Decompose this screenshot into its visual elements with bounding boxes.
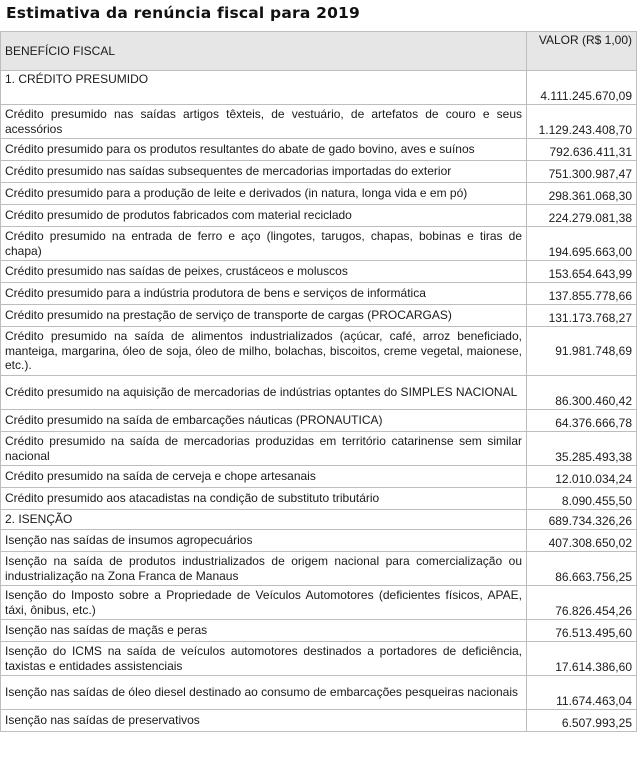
- category-row: [1, 71, 637, 105]
- row-description: Crédito presumido na saída de embarcações náuticas (PRONAUTICA): [1, 410, 527, 432]
- page-title: Estimativa da renúncia fiscal para 2019: [6, 4, 361, 22]
- row-description: Isenção nas saídas de maçãs e peras: [1, 620, 527, 642]
- row-description: Isenção do ICMS na saída de veículos automotores destinados a portadores de deficiência, taxistas e entidades assistenciais: [1, 642, 527, 676]
- row-description: Crédito presumido para a indústria produtora de bens e serviços de informática: [1, 283, 527, 305]
- table-row: [1, 466, 637, 488]
- row-value: 131.173.768,27: [527, 305, 637, 327]
- table-row: [1, 488, 637, 510]
- row-description: 1. CRÉDITO PRESUMIDO: [1, 71, 527, 105]
- row-description: Crédito presumido na aquisição de mercadorias de indústrias optantes do SIMPLES NACIONAL: [1, 376, 527, 410]
- row-description: Crédito presumido na prestação de serviço de transporte de cargas (PROCARGAS): [1, 305, 527, 327]
- row-description: Isenção na saída de produtos industrializados de origem nacional para comercialização ou industrialização na Zona Franca de Manaus: [1, 552, 527, 586]
- table-row: [1, 676, 637, 710]
- table-row: [1, 205, 637, 227]
- row-description: Isenção do Imposto sobre a Propriedade de Veículos Automotores (deficientes físicos, APAE, táxi, ônibus, etc.): [1, 586, 527, 620]
- table-row: [1, 376, 637, 410]
- row-description: Crédito presumido para a produção de leite e derivados (in natura, longa vida e em pó): [1, 183, 527, 205]
- row-value: 298.361.068,30: [527, 183, 637, 205]
- row-value: 8.090.455,50: [527, 488, 637, 510]
- row-value: 86.300.460,42: [527, 376, 637, 410]
- table-row: [1, 586, 637, 620]
- row-value: 86.663.756,25: [527, 552, 637, 586]
- column-header-benefit: BENEFÍCIO FISCAL: [1, 32, 527, 71]
- row-value: 64.376.666,78: [527, 410, 637, 432]
- table-row: [1, 710, 637, 732]
- row-description: Isenção nas saídas de insumos agropecuários: [1, 530, 527, 552]
- row-description: 2. ISENÇÃO: [1, 510, 527, 530]
- row-description: Crédito presumido na saída de cerveja e chope artesanais: [1, 466, 527, 488]
- table-row: [1, 432, 637, 466]
- row-description: Crédito presumido aos atacadistas na condição de substituto tributário: [1, 488, 527, 510]
- row-value: 689.734.326,26: [527, 510, 637, 530]
- table-row: [1, 161, 637, 183]
- row-description: Crédito presumido na entrada de ferro e aço (lingotes, tarugos, chapas, bobinas e tiras de chapa): [1, 227, 527, 261]
- row-description: Isenção nas saídas de óleo diesel destinado ao consumo de embarcações pesqueiras nacionais: [1, 676, 527, 710]
- row-value: 194.695.663,00: [527, 227, 637, 261]
- table-row: [1, 227, 637, 261]
- table-row: [1, 620, 637, 642]
- row-value: 76.513.495,60: [527, 620, 637, 642]
- table-row: [1, 261, 637, 283]
- column-header-value: VALOR (R$ 1,00): [527, 32, 637, 71]
- row-value: 6.507.993,25: [527, 710, 637, 732]
- table-row: [1, 552, 637, 586]
- table-row: [1, 530, 637, 552]
- table-row: [1, 642, 637, 676]
- tax-benefit-table: [0, 31, 637, 732]
- row-value: 4.111.245.670,09: [527, 71, 637, 105]
- table-header-row: [1, 32, 637, 71]
- row-description: Isenção nas saídas de preservativos: [1, 710, 527, 732]
- row-value: 153.654.643,99: [527, 261, 637, 283]
- row-value: 91.981.748,69: [527, 327, 637, 376]
- table-row: [1, 183, 637, 205]
- row-description: Crédito presumido para os produtos resultantes do abate de gado bovino, aves e suínos: [1, 139, 527, 161]
- row-description: Crédito presumido nas saídas de peixes, crustáceos e moluscos: [1, 261, 527, 283]
- row-description: Crédito presumido na saída de mercadorias produzidas em território catarinense sem similar nacional: [1, 432, 527, 466]
- table-row: [1, 410, 637, 432]
- row-value: 35.285.493,38: [527, 432, 637, 466]
- table-row: [1, 283, 637, 305]
- row-value: 11.674.463,04: [527, 676, 637, 710]
- table-row: [1, 327, 637, 376]
- table-row: [1, 139, 637, 161]
- row-value: 224.279.081,38: [527, 205, 637, 227]
- row-value: 1.129.243.408,70: [527, 105, 637, 139]
- row-value: 792.636.411,31: [527, 139, 637, 161]
- row-value: 76.826.454,26: [527, 586, 637, 620]
- row-value: 12.010.034,24: [527, 466, 637, 488]
- row-value: 137.855.778,66: [527, 283, 637, 305]
- row-description: Crédito presumido na saída de alimentos industrializados (açúcar, café, arroz beneficiado, manteiga, margarina, óleo de soja, óleo de milho, bolachas, biscoitos, creme vegetal, maionese, etc.).: [1, 327, 527, 376]
- category-row: [1, 510, 637, 530]
- table-row: [1, 305, 637, 327]
- row-description: Crédito presumido nas saídas artigos têxteis, de vestuário, de artefatos de couro e seus acessórios: [1, 105, 527, 139]
- row-value: 17.614.386,60: [527, 642, 637, 676]
- row-description: Crédito presumido de produtos fabricados com material reciclado: [1, 205, 527, 227]
- table-row: [1, 105, 637, 139]
- row-description: Crédito presumido nas saídas subsequentes de mercadorias importadas do exterior: [1, 161, 527, 183]
- row-value: 407.308.650,02: [527, 530, 637, 552]
- row-value: 751.300.987,47: [527, 161, 637, 183]
